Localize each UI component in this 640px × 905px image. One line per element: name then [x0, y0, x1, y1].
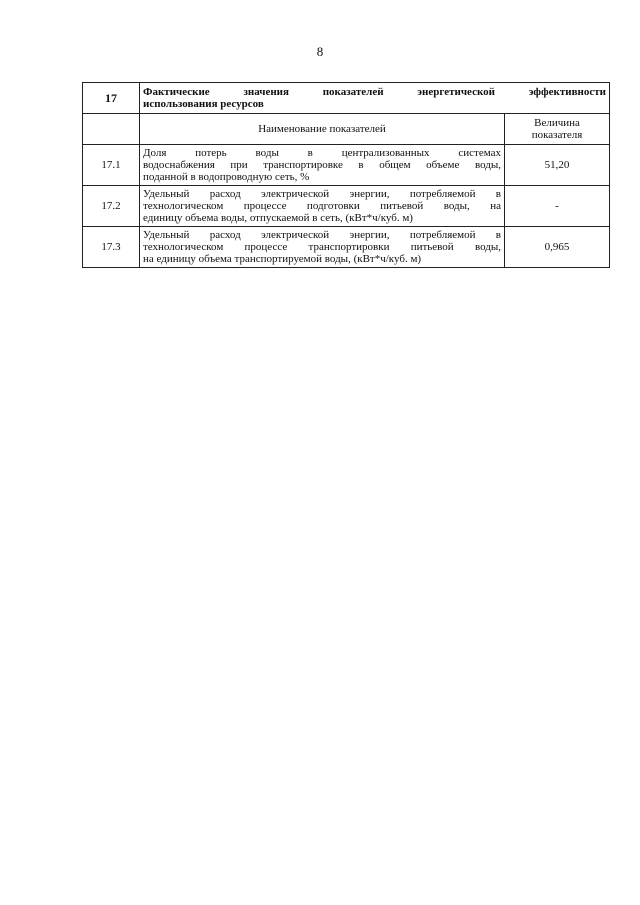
row-value: - [505, 186, 610, 227]
value-column-header-line-1: Величина [534, 117, 580, 129]
row-indicator-name [140, 227, 505, 268]
row-name-line: водоснабжения при транспортировке в общем объеме воды, [143, 159, 501, 171]
table-row [83, 227, 610, 268]
row-indicator-name [140, 186, 505, 227]
row-value: 51,20 [505, 145, 610, 186]
column-header-row [83, 114, 610, 145]
section-title-line-1: Фактические значения показателей энергетической эффективности [143, 86, 607, 98]
table-row [83, 145, 610, 186]
row-name-line: Удельный расход электрической энергии, потребляемой в [143, 229, 501, 241]
value-column-header-line-2: показателя [531, 129, 583, 141]
row-name-line: Удельный расход электрической энергии, потребляемой в [143, 188, 501, 200]
row-number: 17.3 [83, 227, 140, 268]
row-name-line: Доля потерь воды в централизованных системах [143, 147, 501, 159]
section-title-line-2: использования ресурсов [143, 98, 264, 110]
row-number: 17.1 [83, 145, 140, 186]
row-number: 17.2 [83, 186, 140, 227]
table-row [83, 186, 610, 227]
indicators-table [82, 82, 610, 268]
row-indicator-name [140, 145, 505, 186]
page-number: 8 [316, 44, 324, 59]
row-value: 0,965 [505, 227, 610, 268]
row-name-line: единицу объема воды, отпускаемой в сеть, (кВт*ч/куб. м) [143, 212, 413, 224]
value-column-header [505, 114, 610, 145]
section-title [140, 83, 610, 114]
section-number: 17 [83, 83, 140, 114]
name-column-header: Наименование показателей [140, 114, 505, 145]
row-name-line: технологическом процессе транспортировки питьевой воды, [143, 241, 501, 253]
section-header-row [83, 83, 610, 114]
row-name-line: технологическом процессе подготовки питьевой воды, на [143, 200, 501, 212]
row-name-line: поданной в водопроводную сеть, % [143, 171, 310, 183]
row-name-line: на единицу объема транспортируемой воды, (кВт*ч/куб. м) [143, 253, 422, 265]
empty-header-cell [83, 114, 140, 145]
